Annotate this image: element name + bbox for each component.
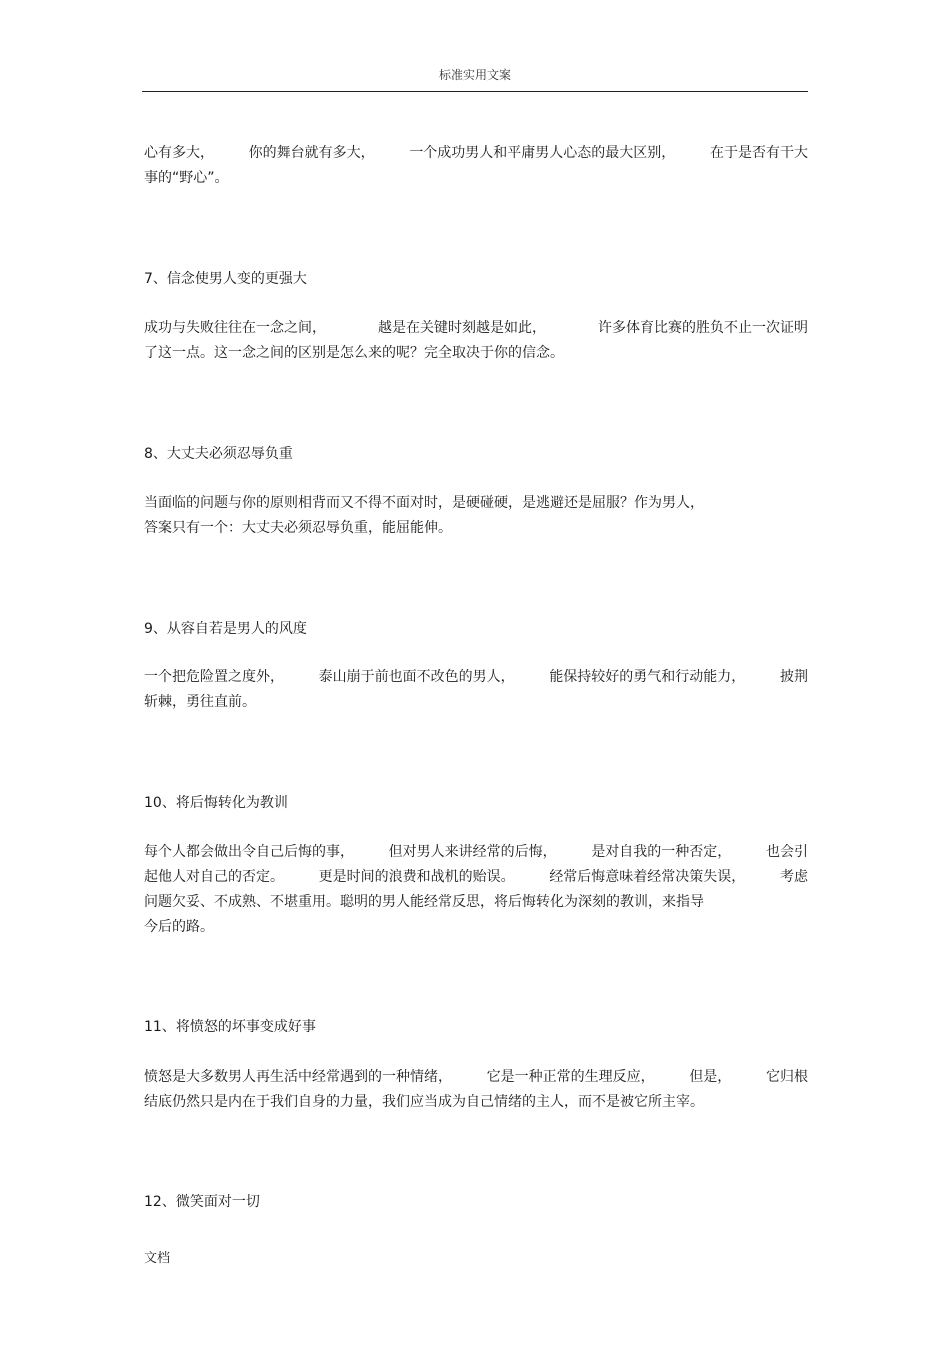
paragraph-line	[144, 840, 808, 865]
text-segment: 答案只有一个：大丈夫必须忍辱负重，能屈能伸。	[144, 520, 452, 536]
text-segment: 是对自我的一种否定，	[591, 844, 732, 860]
text-segment: 心有多大，	[144, 145, 214, 161]
text-segment: 了这一点。这一念之间的区别是怎么来的呢？完全取决于你的信念。	[144, 345, 564, 361]
paragraph-line	[144, 316, 808, 341]
text-segment: 在于是否有干大	[709, 145, 808, 161]
text-segment: 披荆	[779, 669, 808, 685]
text-segment: 一个把危险置之度外，	[144, 669, 284, 685]
header-rule	[142, 91, 808, 92]
text-segment: 每个人都会做出令自己后悔的事，	[144, 844, 354, 860]
text-segment: 考虑	[779, 869, 808, 885]
section-heading-10: 10、将后悔转化为教训	[144, 795, 288, 811]
page-footer: 文档	[144, 1251, 171, 1266]
section-paragraph-7	[144, 316, 808, 366]
text-segment: 经常后悔意味着经常决策失误，	[549, 869, 746, 885]
paragraph-line	[144, 516, 808, 541]
intro-paragraph	[144, 141, 808, 191]
paragraph-line	[144, 341, 808, 366]
text-segment: 能保持较好的勇气和行动能力，	[549, 669, 746, 685]
paragraph-line	[144, 166, 808, 191]
paragraph-line	[144, 141, 808, 166]
section-paragraph-10	[144, 840, 808, 940]
section-heading-11: 11、将愤怒的坏事变成好事	[144, 1019, 316, 1035]
section-heading-8: 8、大丈夫必须忍辱负重	[144, 446, 293, 462]
paragraph-line	[144, 690, 808, 715]
text-segment: 你的舞台就有多大，	[248, 145, 375, 161]
text-segment: 但对男人来讲经常的后悔，	[388, 844, 557, 860]
paragraph-line	[144, 865, 808, 890]
section-heading-7: 7、信念使男人变的更强大	[144, 271, 307, 287]
text-segment: 也会引	[765, 844, 808, 860]
paragraph-line	[144, 890, 808, 915]
section-paragraph-11	[144, 1065, 808, 1115]
text-segment: 许多体育比赛的胜负不止一次证明	[598, 320, 808, 336]
section-paragraph-8	[144, 491, 808, 541]
paragraph-line	[144, 915, 808, 940]
text-segment: 它是一种正常的生理反应，	[486, 1069, 655, 1085]
section-heading-9: 9、从容自若是男人的风度	[144, 621, 307, 637]
text-segment: 结底仍然只是内在于我们自身的力量，我们应当成为自己情绪的主人，而不是被它所主宰。	[144, 1094, 704, 1110]
text-segment: 斩棘，勇往直前。	[144, 694, 256, 710]
section-heading-12: 12、微笑面对一切	[144, 1194, 260, 1210]
paragraph-line	[144, 1065, 808, 1090]
text-segment: 泰山崩于前也面不改色的男人，	[318, 669, 515, 685]
section-paragraph-9	[144, 665, 808, 715]
text-segment: 它归根	[765, 1069, 808, 1085]
paragraph-line	[144, 1090, 808, 1115]
text-segment: 事的“野心”。	[144, 170, 229, 186]
text-segment: 但是，	[689, 1069, 732, 1085]
text-segment: 当面临的问题与你的原则相背而又不得不面对时，是硬碰硬，是逃避还是屈服？作为男人，	[144, 495, 704, 511]
text-segment: 愤怒是大多数男人再生活中经常遇到的一种情绪，	[144, 1069, 452, 1085]
text-segment: 今后的路。	[144, 919, 214, 935]
text-segment: 问题欠妥、不成熟、不堪重用。聪明的男人能经常反思，将后悔转化为深刻的教训，来指导	[144, 894, 704, 910]
text-segment: 更是时间的浪费和战机的贻误。	[318, 869, 515, 885]
text-segment: 越是在关键时刻越是如此，	[378, 320, 546, 336]
text-segment: 起他人对自己的否定。	[144, 869, 284, 885]
text-segment: 一个成功男人和平庸男人心态的最大区别，	[409, 145, 676, 161]
paragraph-line	[144, 491, 808, 516]
text-segment: 成功与失败往往在一念之间，	[144, 320, 326, 336]
page-header: 标准实用文案	[438, 68, 511, 82]
paragraph-line	[144, 665, 808, 690]
